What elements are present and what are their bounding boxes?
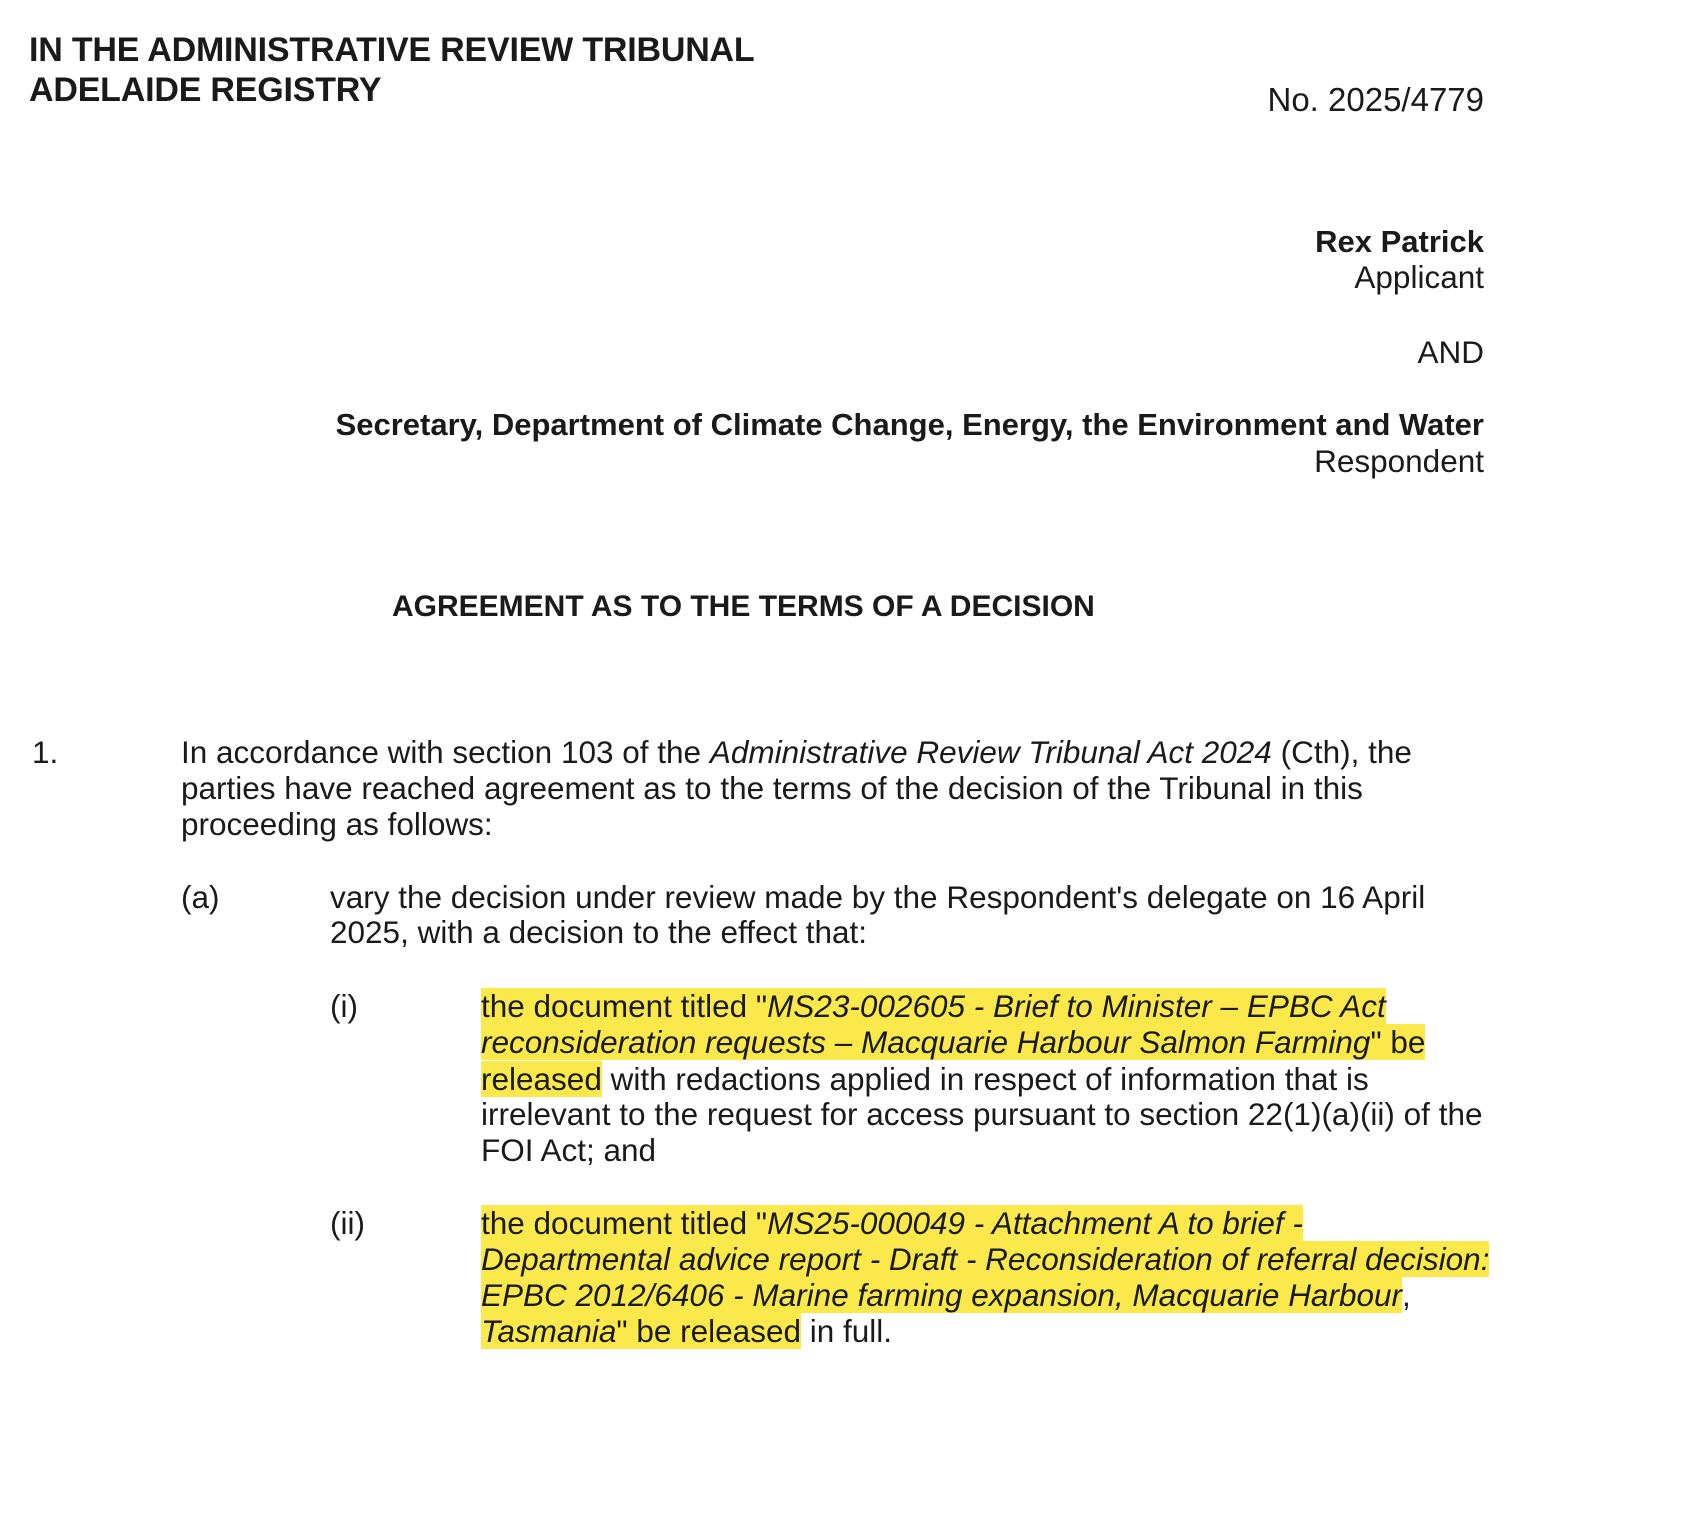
party-conjunction: AND bbox=[1417, 334, 1484, 370]
highlighted-text bbox=[481, 1205, 1303, 1241]
respondent-role: Respondent bbox=[1314, 443, 1484, 479]
case-number: No. 2025/4779 bbox=[1267, 81, 1484, 118]
document-title-italic: MS23-002605 - Brief to Minister – EPBC Act bbox=[767, 988, 1386, 1024]
text-segment: " be released bbox=[616, 1313, 801, 1349]
document-title-italic: MS25-000049 - Attachment A to brief - bbox=[767, 1205, 1303, 1241]
document-title-italic: EPBC 2012/6406 - Marine farming expansion, Macquarie Harbour bbox=[481, 1277, 1402, 1313]
text-segment: In accordance with section 103 of the bbox=[181, 734, 710, 770]
text-segment: in full. bbox=[800, 1313, 893, 1349]
highlighted-text: released bbox=[481, 1061, 602, 1097]
sub-item-label-a: (a) bbox=[181, 879, 220, 915]
text-segment: , bbox=[1402, 1277, 1411, 1313]
highlighted-text bbox=[481, 988, 1386, 1024]
applicant-name: Rex Patrick bbox=[1315, 224, 1484, 259]
item-ii-line-3 bbox=[481, 1276, 1411, 1315]
highlighted-text bbox=[481, 1024, 1425, 1060]
item-label-i: (i) bbox=[330, 988, 358, 1024]
tribunal-heading: IN THE ADMINISTRATIVE REVIEW TRIBUNAL bbox=[29, 31, 755, 69]
item-ii-line-4 bbox=[481, 1312, 892, 1351]
paragraph-number: 1. bbox=[32, 734, 59, 770]
document-title-italic: Departmental advice report - Draft - Reconsideration of referral decision: bbox=[481, 1241, 1490, 1277]
text-segment: with redactions applied in respect of information that is bbox=[601, 1061, 1369, 1097]
item-ii-line-2 bbox=[481, 1240, 1489, 1279]
applicant-role: Applicant bbox=[1354, 259, 1484, 295]
document-title-italic: Tasmania bbox=[481, 1313, 617, 1349]
item-i-line-4: irrelevant to the request for access pursuant to section 22(1)(a)(ii) of the bbox=[481, 1096, 1483, 1132]
text-segment: the document titled " bbox=[481, 988, 768, 1024]
highlighted-text bbox=[481, 1241, 1489, 1277]
document-title: AGREEMENT AS TO THE TERMS OF A DECISION bbox=[392, 590, 1095, 623]
text-segment: (Cth), the bbox=[1271, 734, 1412, 770]
document-title-italic: reconsideration requests – Macquarie Harbour Salmon Farming bbox=[481, 1024, 1371, 1060]
sub-a-line-1: vary the decision under review made by the Respondent's delegate on 16 April bbox=[330, 879, 1426, 915]
act-name: Administrative Review Tribunal Act 2024 bbox=[709, 734, 1272, 770]
highlighted-text bbox=[481, 1313, 801, 1349]
text-segment: " be bbox=[1370, 1024, 1426, 1060]
text-segment: the document titled " bbox=[481, 1205, 768, 1241]
paragraph-1-line-3: proceeding as follows: bbox=[181, 806, 493, 842]
item-i-line-1 bbox=[481, 987, 1386, 1026]
paragraph-1-line-1 bbox=[181, 733, 1412, 772]
registry-heading: ADELAIDE REGISTRY bbox=[29, 71, 382, 109]
respondent-name: Secretary, Department of Climate Change, Energy, the Environment and Water bbox=[335, 407, 1484, 442]
item-i-line-5: FOI Act; and bbox=[481, 1132, 657, 1168]
highlighted-text bbox=[481, 1277, 1402, 1313]
item-i-line-3 bbox=[481, 1060, 1369, 1099]
item-i-line-2 bbox=[481, 1023, 1425, 1062]
sub-a-line-2: 2025, with a decision to the effect that: bbox=[330, 914, 868, 950]
item-label-ii: (ii) bbox=[330, 1205, 365, 1241]
paragraph-1-line-2: parties have reached agreement as to the terms of the decision of the Tribunal in this bbox=[181, 770, 1363, 806]
item-ii-line-1 bbox=[481, 1204, 1303, 1243]
